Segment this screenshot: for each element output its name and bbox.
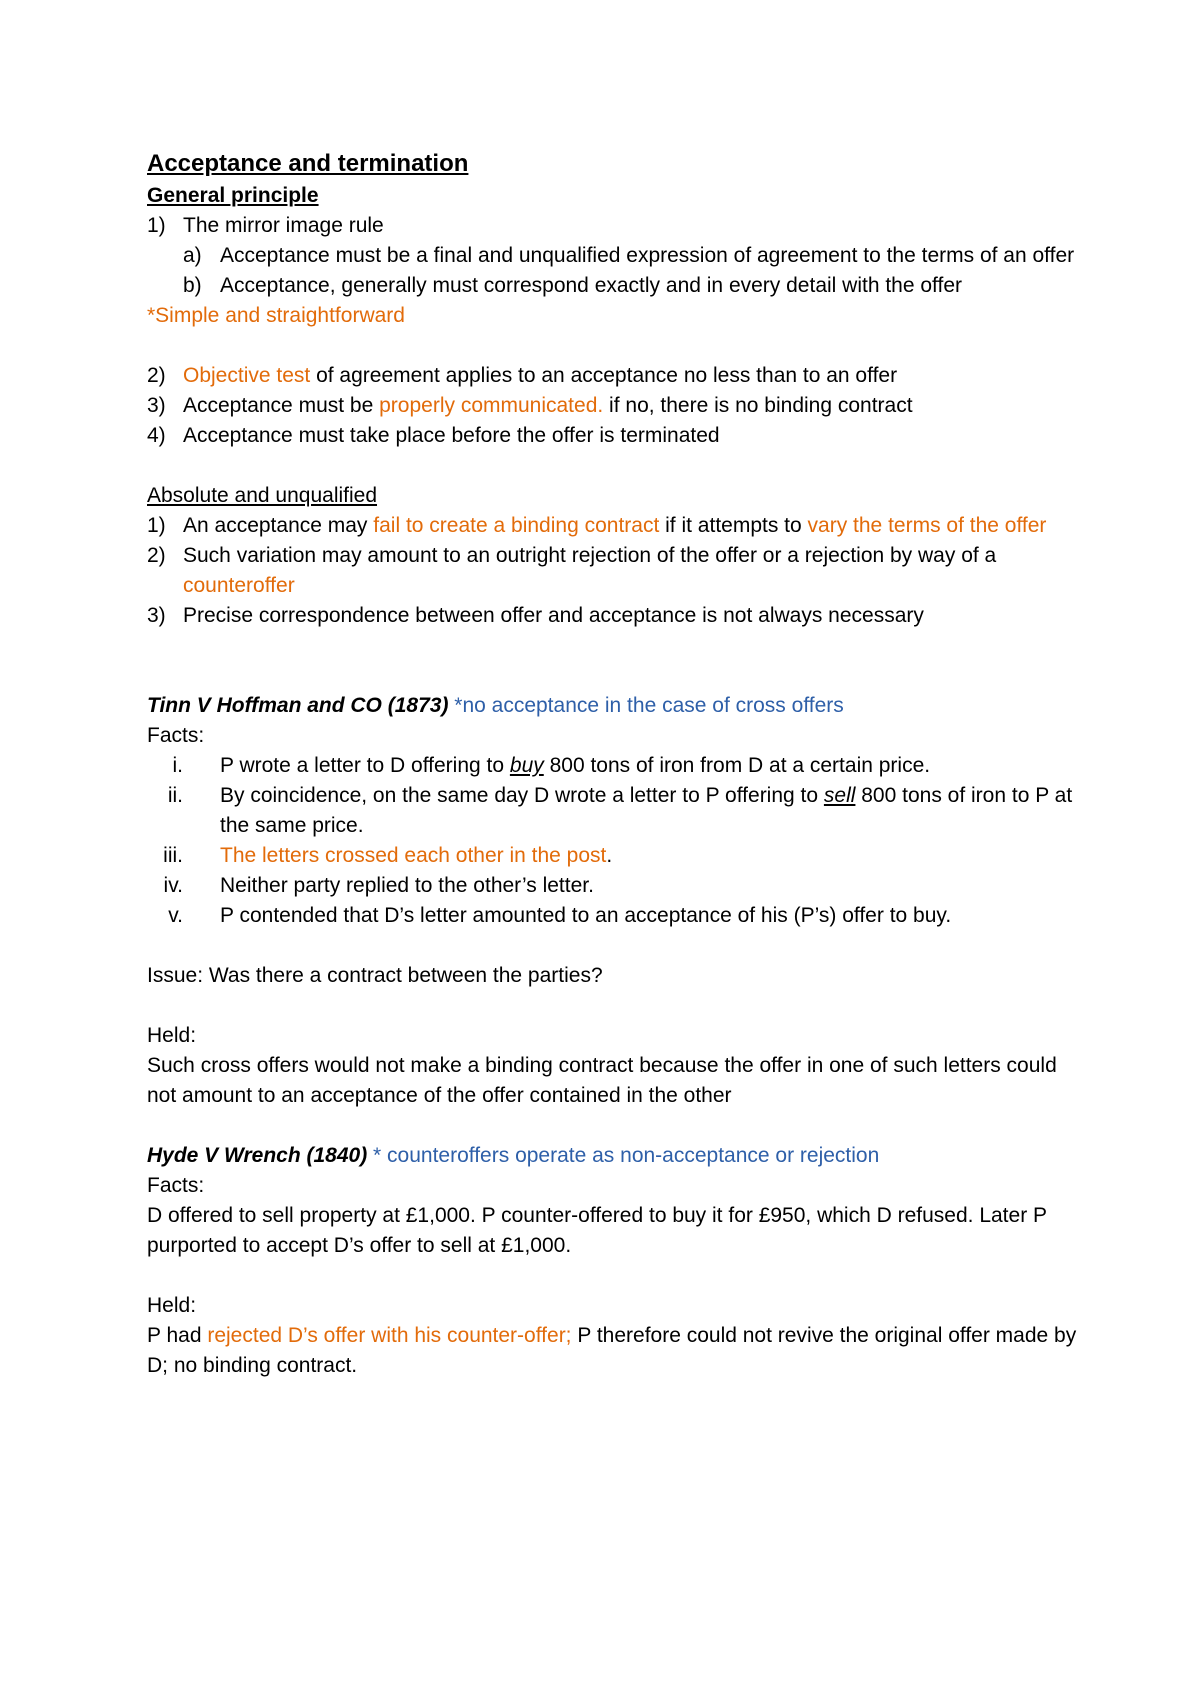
highlight-text: Objective test (183, 364, 311, 387)
body-text: . (606, 844, 613, 867)
section-heading-absolute: Absolute and unqualified (147, 484, 378, 507)
body-text: if no, there is no binding contract (603, 394, 913, 417)
held-label: Held: (147, 1294, 197, 1317)
facts-label: Facts: (147, 724, 205, 747)
facts-text: D offered to sell property at £1,000. P counter-offered to buy it for £950, which D refused. Later P purported to accept D’s offer to sell at £1,000. (147, 1204, 1047, 1257)
list-item-text: Neither party replied to the other’s letter. (220, 874, 594, 897)
case-heading-tinn (147, 691, 1077, 721)
held-label: Held: (147, 1024, 197, 1047)
list-number: v. (168, 904, 183, 927)
list-number: a) (183, 244, 202, 267)
facts-label: Facts: (147, 1174, 205, 1197)
highlight-text: properly communicated. (379, 394, 604, 417)
list-item-text (147, 361, 1077, 391)
body-text: By coincidence, on the same day D wrote a letter to P offering to (220, 784, 824, 807)
highlight-text: counteroffer (183, 574, 295, 597)
list-item-text: P contended that D’s letter amounted to an acceptance of his (P’s) offer to buy. (220, 904, 952, 927)
list-item (147, 541, 1077, 601)
highlight-text: The letters crossed each other in the post (220, 844, 607, 867)
case-title: Tinn V Hoffman and CO (1873) (147, 694, 449, 717)
list-number: 4) (147, 424, 166, 447)
list-item (147, 421, 1077, 451)
list-item (147, 271, 1077, 301)
case-note: *no acceptance in the case of cross offers (448, 694, 844, 717)
list-number: ii. (167, 784, 183, 807)
issue-text: Issue: Was there a contract between the parties? (147, 964, 603, 987)
list-item-text (147, 751, 1077, 781)
case-title: Hyde V Wrench (1840) (147, 1144, 368, 1167)
list-number: 3) (147, 394, 166, 417)
document-body (147, 147, 1077, 1381)
list-item (147, 871, 1077, 901)
list-item-text (147, 391, 1077, 421)
body-text: P had (147, 1324, 208, 1347)
list-item-text: The mirror image rule (183, 214, 384, 237)
list-item (147, 211, 1077, 241)
list-item (147, 511, 1077, 541)
list-item-text (147, 781, 1077, 841)
body-text: P therefore could not revive the original offer made by D; no binding contract. (147, 1324, 1077, 1377)
list-item-text: Acceptance must take place before the offer is terminated (183, 424, 720, 447)
list-item-text: Precise correspondence between offer and acceptance is not always necessary (183, 604, 924, 627)
list-item (147, 391, 1077, 421)
list-item (147, 841, 1077, 871)
list-number: iv. (163, 874, 183, 897)
body-text: Acceptance must be (183, 394, 380, 417)
list-item-text (147, 511, 1077, 541)
list-item (147, 781, 1077, 841)
list-item-text: Acceptance, generally must correspond exactly and in every detail with the offer (220, 274, 963, 297)
list-item-text (147, 541, 1077, 601)
list-number: iii. (163, 844, 183, 867)
body-text: P wrote a letter to D offering to (220, 754, 510, 777)
note-text: *Simple and straightforward (147, 304, 405, 327)
highlight-text: fail to create a binding contract (373, 514, 660, 537)
list-item (147, 751, 1077, 781)
highlight-text: vary the terms of the offer (807, 514, 1047, 537)
list-item (147, 241, 1077, 271)
held-text (147, 1321, 1077, 1381)
list-item (147, 901, 1077, 931)
body-text: An acceptance may (183, 514, 374, 537)
body-text: if it attempts to (659, 514, 808, 537)
body-text: of agreement applies to an acceptance no less than to an offer (310, 364, 898, 387)
emphasis-text: buy (509, 754, 544, 777)
section-heading-general-principle: General principle (147, 184, 319, 207)
list-item (147, 361, 1077, 391)
list-number: b) (183, 274, 202, 297)
list-number: 2) (147, 544, 166, 567)
list-number: 1) (147, 514, 166, 537)
case-note: * counteroffers operate as non-acceptance or rejection (367, 1144, 880, 1167)
body-text: 800 tons of iron from D at a certain price. (543, 754, 931, 777)
list-number: 1) (147, 214, 166, 237)
case-heading-hyde (147, 1141, 1077, 1171)
held-text: Such cross offers would not make a binding contract because the offer in one of such letters could not amount to an acceptance of the offer contained in the other (147, 1054, 1057, 1107)
list-number: 3) (147, 604, 166, 627)
body-text: Such variation may amount to an outright rejection of the offer or a rejection by way of a (183, 544, 997, 567)
emphasis-text: sell (823, 784, 856, 807)
list-item (147, 601, 1077, 631)
list-number: i. (172, 754, 183, 777)
page-title: Acceptance and termination (147, 150, 469, 177)
list-item-text (147, 841, 1077, 871)
body-text: 800 tons of iron to P at the same price. (220, 784, 1073, 837)
list-item-text: Acceptance must be a final and unqualified expression of agreement to the terms of an offer (220, 244, 1075, 267)
list-number: 2) (147, 364, 166, 387)
highlight-text: rejected D’s offer with his counter-offer; (207, 1324, 572, 1347)
